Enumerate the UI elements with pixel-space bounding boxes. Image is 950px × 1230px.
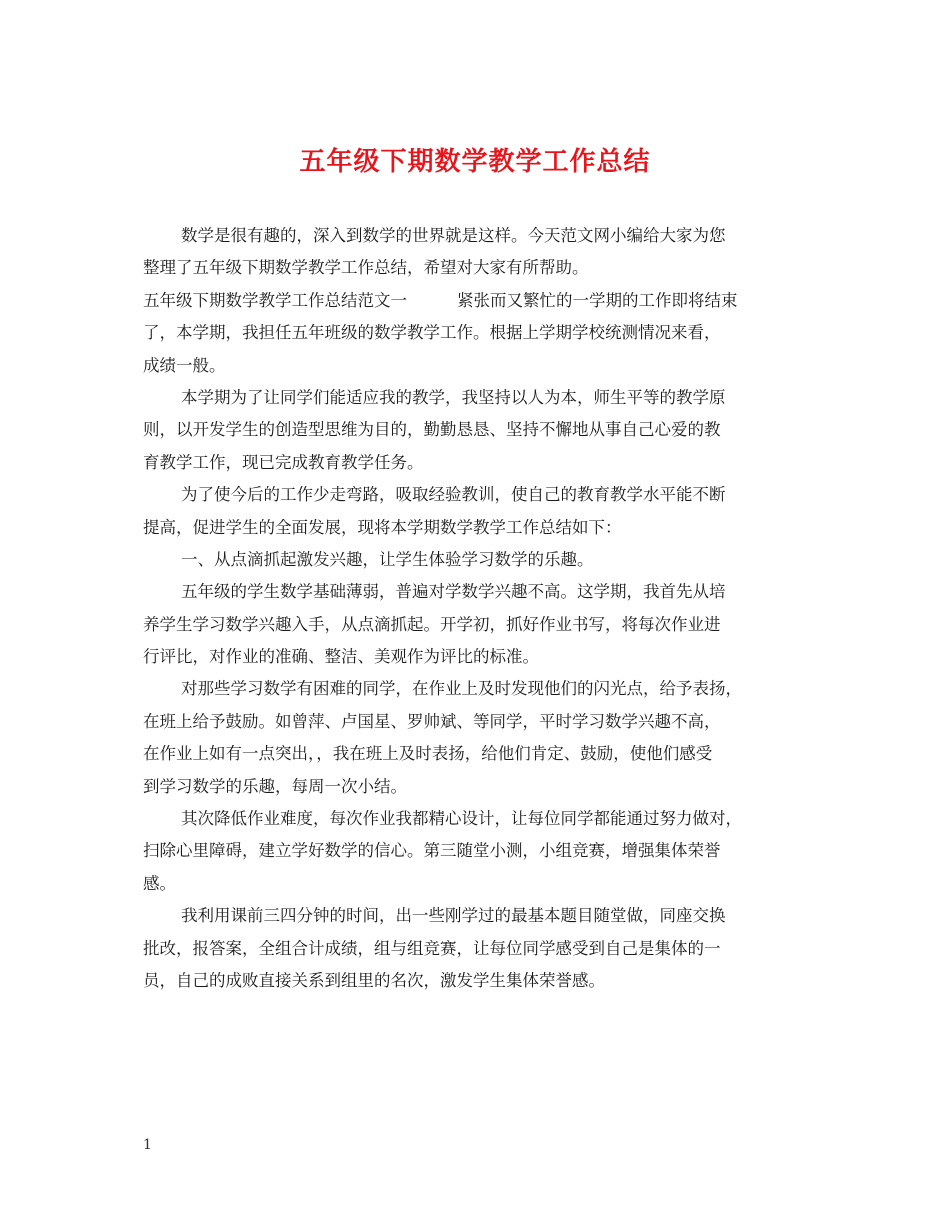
text-line: [143, 285, 808, 317]
text-line-content: 在作业上如有一点突出，，我在班上及时表扬，给他们肯定、鼓励，使他们感受: [143, 744, 713, 764]
text-line: [143, 382, 808, 414]
text-line-content: 扫除心里障碍，建立学好数学的信心。第三随堂小测，小组竞赛，增强集体荣誉: [143, 841, 721, 861]
text-line-content: 则，以开发学生的创造型思维为目的，勤勤恳恳、坚持不懈地从事自己心爱的教: [143, 420, 721, 440]
text-line: [143, 350, 808, 382]
text-line-content: 在班上给予鼓励。如曾萍、卢国星、罗帅斌、等同学，平时学习数学兴趣不高，: [143, 711, 721, 731]
text-line-content: 到学习数学的乐趣，每周一次小结。: [143, 776, 407, 796]
text-line-content: 我利用课前三四分钟的时间，出一些刚学过的最基本题目随堂做，同座交换: [181, 906, 726, 926]
text-line-continuation: 紧张而又繁忙的一学期的工作即将结束: [457, 290, 738, 310]
text-line-content: 对那些学习数学有困难的同学，在作业上及时发现他们的闪光点，给予表扬，: [181, 679, 742, 699]
text-line: [143, 220, 808, 252]
text-line-content: 育教学工作，现已完成教育教学任务。: [143, 452, 424, 472]
text-line: [143, 576, 808, 608]
text-line: [143, 933, 808, 965]
text-line-content: 为了使今后的工作少走弯路，吸取经验教训，使自己的教育教学水平能不断: [181, 485, 726, 505]
text-line: [143, 771, 808, 803]
text-line-content: 成绩一般。: [143, 355, 226, 375]
text-line: [143, 706, 808, 738]
text-line: [143, 673, 808, 705]
text-line-content: 一、从点滴抓起激发兴趣，让学生体验学习数学的乐趣。: [181, 549, 594, 569]
text-line: [143, 252, 808, 284]
text-line: [143, 317, 808, 349]
text-line: [143, 965, 808, 997]
text-line-content: 行评比，对作业的准确、整洁、美观作为评比的标准。: [143, 647, 539, 667]
text-line: [143, 803, 808, 835]
text-line-content: 数学是很有趣的，深入到数学的世界就是这样。今天范文网小编给大家为您: [181, 226, 726, 245]
text-line: [143, 609, 808, 641]
text-line-content: 提高，促进学生的全面发展，现将本学期数学教学工作总结如下：: [143, 517, 622, 537]
text-line-content: 本学期为了让同学们能适应我的教学，我坚持以人为本，师生平等的教学原: [181, 387, 726, 407]
page-number: 1: [143, 1137, 152, 1153]
text-line: [143, 835, 808, 867]
text-line-content: 员，自己的成败直接关系到组里的名次，激发学生集体荣誉感。: [143, 970, 605, 990]
text-line-content: 整理了五年级下期数学教学工作总结，希望对大家有所帮助。: [143, 258, 589, 278]
text-line: [143, 479, 808, 511]
text-line: [143, 900, 808, 932]
text-line-content: 感。: [143, 873, 176, 893]
text-line: [143, 512, 808, 544]
text-line-content: 其次降低作业难度，每次作业我都精心设计，让每位同学都能通过努力做对，: [181, 809, 742, 829]
document-title: 五年级下期数学教学工作总结: [299, 147, 651, 177]
text-line: [143, 641, 808, 673]
text-line-content: 了，本学期，我担任五年班级的数学教学工作。根据上学期学校统测情况来看，: [143, 323, 721, 343]
text-line: [143, 868, 808, 900]
text-line: [143, 544, 808, 576]
text-line-content: 批改，报答案，全组合计成绩，组与组竞赛，让每位同学感受到自己是集体的一: [143, 938, 721, 958]
text-line: [143, 414, 808, 446]
text-line: [143, 447, 808, 479]
text-line-content: 养学生学习数学兴趣入手，从点滴抓起。开学初，抓好作业书写，将每次作业进: [143, 614, 721, 634]
document-body: [143, 220, 808, 997]
text-line-content: 五年级的学生数学基础薄弱，普遍对学数学兴趣不高。这学期，我首先从培: [181, 582, 726, 602]
text-line: [143, 738, 808, 770]
text-line-content: 五年级下期数学教学工作总结范文一: [143, 290, 407, 310]
